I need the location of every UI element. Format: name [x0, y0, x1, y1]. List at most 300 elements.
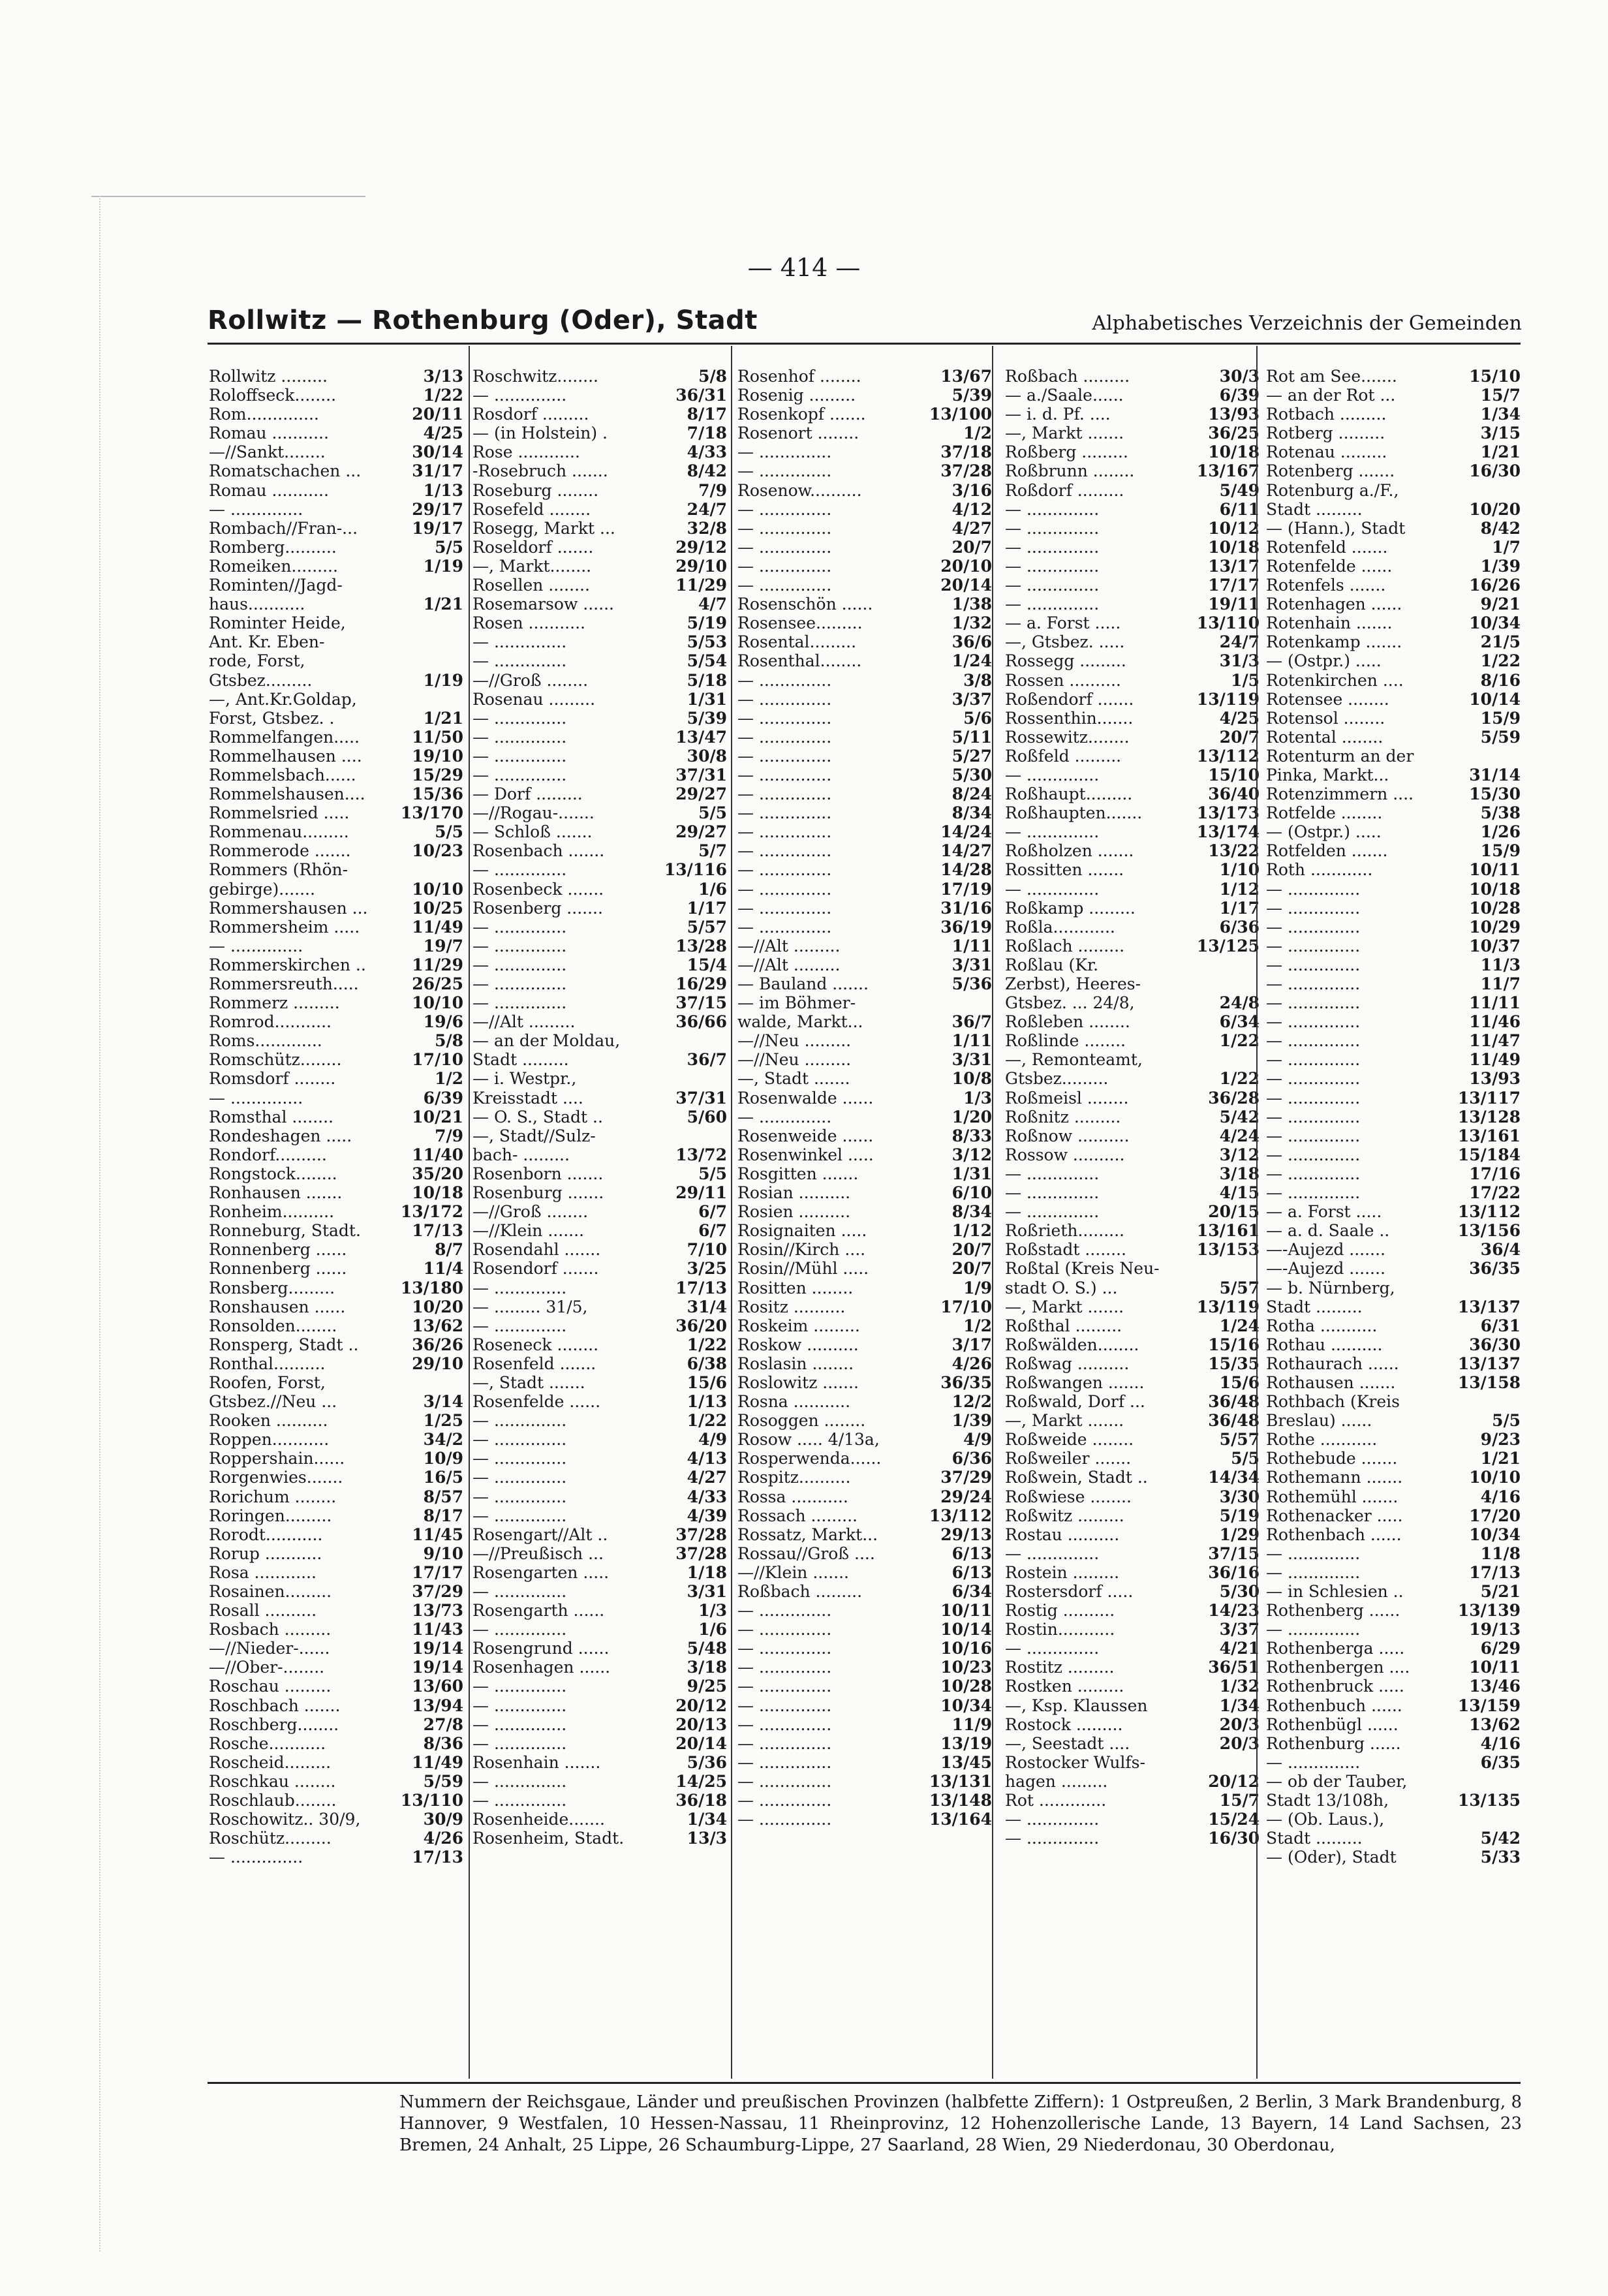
index-entry [1005, 1316, 1260, 1335]
index-entry [737, 690, 992, 709]
entry-code [1517, 1810, 1521, 1829]
entry-code: 1/21 [1480, 442, 1521, 462]
entry-code: 15/9 [1480, 708, 1521, 728]
index-entry [1005, 937, 1260, 955]
entry-name: Roßwälden........ [1005, 1335, 1139, 1354]
entry-code: 20/7 [1219, 727, 1260, 747]
index-entry [1005, 709, 1260, 728]
entry-code: 36/35 [1469, 1259, 1521, 1279]
entry-code: 1/11 [951, 936, 992, 955]
entry-name: Rossau//Groß .... [737, 1544, 875, 1563]
entry-code: 4/7 [698, 595, 727, 614]
index-entry [737, 500, 992, 519]
index-entry [737, 1696, 992, 1715]
entry-name: walde, Markt... [737, 1012, 863, 1032]
entry-name: Rossa ........... [737, 1487, 848, 1506]
index-entry [1005, 1620, 1260, 1639]
entry-name: Rommersheim ..... [209, 917, 360, 937]
index-entry [737, 538, 992, 557]
index-entry [737, 803, 992, 822]
entry-code: 5/11 [951, 727, 992, 747]
entry-code: 5/48 [687, 1639, 727, 1658]
entry-code: 15/36 [412, 784, 463, 804]
entry-name: — .............. [737, 670, 832, 690]
entry-name: — .............. [1005, 1544, 1100, 1563]
entry-name: Rostau .......... [1005, 1525, 1120, 1544]
index-entry [472, 1050, 727, 1069]
index-entry [209, 1259, 463, 1278]
entry-name: Rosignaiten ..... [737, 1221, 867, 1241]
entry-code: 1/2 [435, 1069, 463, 1089]
entry-name: Gtsbez......... [1005, 1069, 1109, 1089]
entry-name: — .............. [737, 898, 832, 918]
entry-code: 36/20 [675, 1316, 727, 1335]
entry-code: 15/29 [412, 765, 463, 784]
index-entry [737, 442, 992, 461]
entry-code: 36/19 [940, 917, 992, 937]
index-entry [1266, 1164, 1521, 1183]
entry-code: 1/22 [1219, 1031, 1260, 1051]
entry-name: Rosoggen ........ [737, 1411, 866, 1431]
entry-code: 6/11 [1219, 499, 1260, 519]
entry-name: Rosien .......... [737, 1202, 851, 1222]
entry-name: Roschowitz.. 30/9, [209, 1810, 361, 1829]
entry-name: Rosensee......... [737, 613, 863, 633]
index-entry [737, 1202, 992, 1221]
index-entry [737, 1297, 992, 1316]
entry-code: 13/73 [412, 1601, 463, 1621]
index-entry [1266, 1601, 1521, 1620]
index-entry [737, 1411, 992, 1430]
entry-name: Roßholzen ....... [1005, 841, 1134, 861]
index-entry [1266, 1373, 1521, 1392]
index-entry [1005, 613, 1260, 632]
entry-name: Rosenheim, Stadt. [472, 1829, 625, 1848]
index-entry [1266, 728, 1521, 747]
index-entry [209, 1791, 463, 1810]
entry-code [459, 860, 463, 879]
entry-name: — .............. [737, 689, 832, 709]
entry-name: Roßweide ........ [1005, 1430, 1134, 1450]
column-divider [731, 346, 732, 2079]
entry-name: Romschütz........ [209, 1050, 342, 1070]
entry-name: — .............. [737, 537, 832, 557]
entry-name: Roslowitz ....... [737, 1373, 859, 1392]
entry-code: 20/12 [675, 1696, 727, 1715]
index-entry [1266, 1734, 1521, 1753]
entry-name: Rostocker Wulfs- [1005, 1752, 1145, 1772]
entry-name: stadt O. S.) ... [1005, 1278, 1118, 1297]
index-entry [1266, 1829, 1521, 1848]
entry-code [459, 690, 463, 709]
index-entry [472, 1297, 727, 1316]
index-entry [1266, 1487, 1521, 1506]
index-entry [209, 1221, 463, 1240]
entry-code: 15/4 [687, 955, 727, 974]
entry-name: — .............. [737, 556, 832, 576]
entry-name: Rosainen......... [209, 1582, 332, 1601]
entry-name: Rostitz ......... [1005, 1658, 1115, 1677]
entry-name: Rommerskirchen .. [209, 955, 366, 974]
entry-code: 13/173 [1196, 803, 1260, 823]
entry-code: 4/12 [951, 499, 992, 519]
index-entry [209, 1012, 463, 1031]
entry-code: 1/34 [1219, 1696, 1260, 1715]
index-entry [472, 481, 727, 500]
entry-code: 11/4 [423, 1259, 463, 1279]
entry-name: Rosche........... [209, 1733, 326, 1753]
entry-name: — in Schlesien .. [1266, 1582, 1404, 1601]
entry-code: 36/40 [1208, 784, 1260, 804]
entry-code: 34/2 [423, 1430, 463, 1450]
entry-code: 1/18 [687, 1562, 727, 1582]
index-entry [1266, 690, 1521, 709]
entry-name: Rostock ......... [1005, 1714, 1123, 1734]
index-entry [737, 784, 992, 803]
entry-code: 15/7 [1480, 386, 1521, 405]
entry-name: Rom.............. [209, 405, 319, 424]
entry-code: 17/20 [1469, 1506, 1521, 1525]
entry-name: —//Alt ......... [472, 1012, 576, 1032]
entry-name: Romsdorf ........ [209, 1069, 336, 1089]
index-entry [737, 709, 992, 728]
entry-name: —//Sankt........ [209, 442, 326, 462]
index-entry [1005, 993, 1260, 1012]
entry-name: — .............. [737, 917, 832, 937]
entry-name: — .............. [1005, 1183, 1100, 1203]
footnote: Nummern der Reichsgaue, Länder und preußischen Provinzen (halbfette Ziffern): 1 Ostpreußen, 2 Berlin, 3 Mark Brandenburg, 8 Hannover, 9 Westfalen, 10 Hessen-Nassau, 11 Rheinprovinz, 12 Hohenzollerische Lande, 13 Bayern, 14 Land Sachsen, 23 Bremen, 24 Anhalt, 25 Lippe, 26 Schaumburg-Lippe, 27 Saarland, 28 Wien, 29 Niederdonau, 30 Oberdonau, [399, 2092, 1522, 2155]
entry-code: 6/39 [1219, 386, 1260, 405]
entry-code: 5/57 [1219, 1278, 1260, 1297]
index-entry [1005, 784, 1260, 803]
entry-name: Rothenbergen .... [1266, 1658, 1410, 1677]
entry-code: 13/167 [1196, 461, 1260, 481]
entry-name: Roskeim ......... [737, 1316, 860, 1335]
index-entry [737, 1468, 992, 1487]
entry-name: Rositten ........ [737, 1278, 854, 1297]
index-entry [1005, 955, 1260, 974]
entry-name: Romsthal ........ [209, 1107, 333, 1126]
index-entry [1005, 1050, 1260, 1069]
index-entry [1266, 803, 1521, 822]
index-entry [209, 651, 463, 670]
index-entry [472, 1449, 727, 1468]
entry-name: Roßwangen ....... [1005, 1373, 1145, 1392]
entry-code: 19/11 [1208, 595, 1260, 614]
entry-name: — .............. [1005, 576, 1100, 595]
entry-code: 11/7 [1480, 974, 1521, 993]
entry-code: 8/42 [687, 461, 727, 481]
entry-code: 36/26 [412, 1335, 463, 1354]
entry-code: 13/125 [1196, 936, 1260, 955]
entry-name: — O. S., Stadt .. [472, 1107, 603, 1126]
entry-name: Rotha ........... [1266, 1316, 1378, 1335]
index-entry [1266, 576, 1521, 595]
entry-code: 13/131 [929, 1771, 992, 1791]
entry-name: Ronsperg, Stadt .. [209, 1335, 359, 1354]
index-entry [209, 500, 463, 519]
entry-name: Rorichum ........ [209, 1487, 337, 1506]
entry-name: Rotenhagen ...... [1266, 595, 1402, 614]
index-entry [1005, 1791, 1260, 1810]
entry-name: — .............. [1005, 1639, 1100, 1658]
entry-name: — an der Moldau, [472, 1031, 621, 1051]
entry-name: Rossow .......... [1005, 1145, 1125, 1164]
entry-code [1517, 747, 1521, 766]
entry-name: —, Markt ....... [1005, 1297, 1124, 1316]
entry-code: 20/3 [1219, 1714, 1260, 1734]
index-entry [472, 557, 727, 576]
index-entry [737, 1487, 992, 1506]
entry-code: 1/38 [951, 595, 992, 614]
index-entry [737, 632, 992, 651]
index-entry [737, 1316, 992, 1335]
index-entry [472, 918, 727, 937]
entry-code: 13/3 [687, 1829, 727, 1848]
entry-code: 1/21 [423, 708, 463, 728]
entry-name: Rothbach (Kreis [1266, 1392, 1400, 1412]
entry-name: —//Preußisch ... [472, 1544, 604, 1563]
entry-code: 13/67 [940, 367, 992, 386]
entry-code: 4/33 [687, 1487, 727, 1506]
entry-name: Roßfeld ......... [1005, 746, 1122, 766]
entry-code: 3/14 [423, 1392, 463, 1412]
index-entry [209, 766, 463, 784]
entry-code: 13/156 [1457, 1221, 1521, 1241]
index-entry [209, 690, 463, 709]
entry-code: 11/40 [412, 1145, 463, 1164]
entry-name: — (Hann.), Stadt [1266, 518, 1406, 538]
index-entry [472, 1620, 727, 1639]
entry-name: — .............. [1266, 1031, 1361, 1051]
entry-name: Gtsbez. ... 24/8, [1005, 993, 1135, 1013]
index-entry [1005, 1658, 1260, 1677]
entry-code: 4/25 [1219, 708, 1260, 728]
entry-code: 36/16 [1208, 1562, 1260, 1582]
index-entry [472, 1012, 727, 1031]
entry-code: 11/8 [1480, 1544, 1521, 1563]
entry-code: 26/25 [412, 974, 463, 993]
entry-code: 5/36 [687, 1752, 727, 1772]
entry-code: 5/59 [1480, 727, 1521, 747]
index-entry [1266, 367, 1521, 386]
entry-code: 5/7 [698, 841, 727, 861]
index-entry [209, 880, 463, 899]
entry-name: — .............. [1005, 1829, 1100, 1848]
index-entry [737, 860, 992, 879]
entry-name: Forst, Gtsbez. . [209, 708, 335, 728]
entry-code: 11/3 [1480, 955, 1521, 974]
entry-name: -Rosebruch ....... [472, 461, 608, 481]
entry-name: Rotenhain ....... [1266, 613, 1393, 633]
entry-name: Rosenhof ........ [737, 367, 861, 386]
entry-name: Rommerode ....... [209, 841, 351, 861]
entry-code: 3/37 [1219, 1620, 1260, 1639]
entry-code: 30/14 [412, 442, 463, 462]
index-entry [737, 1012, 992, 1031]
entry-name: — .............. [1266, 898, 1361, 918]
entry-name: Rommersreuth..... [209, 974, 359, 993]
index-entry [472, 1810, 727, 1829]
index-entry [472, 367, 727, 386]
index-entry [472, 442, 727, 461]
entry-code: 7/10 [687, 1240, 727, 1260]
index-entry [472, 709, 727, 728]
entry-code: 5/8 [435, 1031, 463, 1051]
entry-code: 1/6 [698, 879, 727, 899]
entry-name: Roloffseck........ [209, 386, 337, 405]
entry-code: 1/20 [951, 1107, 992, 1126]
entry-code: 13/158 [1457, 1373, 1521, 1392]
entry-name: Roßwiese ........ [1005, 1487, 1132, 1506]
entry-name: Rosall .......... [209, 1601, 317, 1621]
index-entry [1266, 993, 1521, 1012]
entry-name: — .............. [737, 784, 832, 804]
entry-code [459, 651, 463, 670]
entry-name: Rothaurach ...... [1266, 1354, 1399, 1373]
index-entry [737, 1392, 992, 1411]
entry-code: 4/9 [698, 1430, 727, 1450]
entry-code: 37/28 [940, 461, 992, 481]
entry-code: 10/8 [951, 1069, 992, 1089]
entry-code [1517, 1772, 1521, 1791]
entry-name: Ronneburg, Stadt. [209, 1221, 361, 1241]
entry-code: 10/20 [412, 1297, 463, 1316]
index-entry [472, 1373, 727, 1392]
index-entry [737, 1734, 992, 1753]
entry-name: Rostken ......... [1005, 1677, 1124, 1696]
entry-name: — .............. [737, 1620, 832, 1639]
index-entry [472, 1316, 727, 1335]
entry-name: Rotenfelde ...... [1266, 556, 1393, 576]
entry-code: 12/2 [951, 1392, 992, 1412]
index-entry [737, 1126, 992, 1145]
entry-code: 8/36 [423, 1733, 463, 1753]
index-entry [1005, 1734, 1260, 1753]
entry-code: 4/27 [687, 1468, 727, 1487]
index-entry [1005, 1715, 1260, 1734]
index-entry [1266, 766, 1521, 784]
entry-name: Rothenbuch ...... [1266, 1696, 1402, 1715]
entry-code: 8/57 [423, 1487, 463, 1506]
index-entry [1005, 367, 1260, 386]
entry-name: Rooken .......... [209, 1411, 328, 1431]
index-entry [472, 613, 727, 632]
entry-name: — .............. [472, 1733, 567, 1753]
index-entry [1005, 1202, 1260, 1221]
entry-code: 37/29 [940, 1468, 992, 1487]
entry-code: 1/19 [423, 670, 463, 690]
entry-code: 8/34 [951, 1202, 992, 1222]
index-entry [209, 937, 463, 955]
entry-code: 5/30 [1219, 1582, 1260, 1601]
index-entry [1266, 1089, 1521, 1108]
entry-code: 13/161 [1457, 1126, 1521, 1145]
entry-name: Rommers (Rhön- [209, 860, 348, 880]
index-entry [209, 481, 463, 500]
index-entry [209, 1108, 463, 1126]
index-entry [209, 1639, 463, 1658]
index-entry [1005, 1259, 1260, 1278]
index-entry [1005, 1108, 1260, 1126]
entry-code: 7/9 [698, 480, 727, 500]
entry-name: Roßhaupt......... [1005, 784, 1133, 804]
index-entry [472, 1335, 727, 1354]
index-entry [472, 1563, 727, 1582]
entry-name: Roßnow .......... [1005, 1126, 1130, 1145]
index-entry [1266, 1202, 1521, 1221]
entry-name: Rosengart//Alt .. [472, 1525, 608, 1544]
entry-name: — .............. [472, 1506, 567, 1525]
entry-name: —//Groß ........ [472, 1202, 589, 1222]
entry-name: — .............. [472, 1278, 567, 1297]
index-entry [1266, 709, 1521, 728]
entry-name: Rosen ........... [472, 613, 585, 633]
entry-name: Rossatz, Markt... [737, 1525, 878, 1544]
index-entry [737, 880, 992, 899]
entry-code: 13/128 [1457, 1107, 1521, 1126]
index-entry [737, 747, 992, 766]
entry-code: 11/50 [412, 727, 463, 747]
index-entry [1005, 1240, 1260, 1259]
entry-code: 10/34 [1469, 1525, 1521, 1544]
index-entry [1266, 613, 1521, 632]
entry-code: 35/20 [412, 1164, 463, 1183]
entry-name: Stadt ......... [1266, 1297, 1363, 1316]
index-entry [737, 728, 992, 747]
entry-name: — .............. [1266, 1562, 1361, 1582]
entry-code: 20/10 [940, 556, 992, 576]
entry-code: 10/23 [940, 1658, 992, 1677]
entry-code: 16/29 [675, 974, 727, 993]
entry-code: 5/8 [698, 367, 727, 386]
entry-name: rode, Forst, [209, 651, 305, 671]
entry-name: —//Neu ......... [737, 1050, 852, 1070]
index-entry [472, 937, 727, 955]
index-entry [209, 367, 463, 386]
entry-name: — .............. [737, 1733, 832, 1753]
index-entry [1266, 1108, 1521, 1126]
index-entry [472, 1221, 727, 1240]
index-entry [1266, 1810, 1521, 1829]
entry-name: Rotensol ........ [1266, 708, 1385, 728]
index-entry [1005, 974, 1260, 993]
index-entry [737, 1639, 992, 1658]
entry-name: — .............. [1266, 1145, 1361, 1164]
entry-name: Rosin//Kirch .... [737, 1240, 866, 1260]
entry-code: 4/27 [951, 518, 992, 538]
entry-code: 5/36 [951, 974, 992, 993]
index-entry [1005, 595, 1260, 613]
index-entry [209, 1373, 463, 1392]
entry-code: 5/38 [1480, 803, 1521, 823]
entry-code: 21/5 [1480, 632, 1521, 652]
entry-code: 13/110 [1196, 613, 1260, 633]
entry-name: — .............. [1005, 595, 1100, 614]
entry-name: — .............. [1266, 1544, 1361, 1563]
entry-name: — .............. [472, 1449, 567, 1468]
entry-name: — .............. [209, 499, 303, 519]
index-entry [737, 993, 992, 1012]
index-entry [209, 557, 463, 576]
index-entry [209, 613, 463, 632]
entry-code: 8/17 [687, 405, 727, 424]
index-entry [1005, 1012, 1260, 1031]
entry-code: 10/34 [1469, 613, 1521, 633]
entry-code: 13/174 [1196, 822, 1260, 842]
entry-code: 14/27 [940, 841, 992, 861]
entry-name: —//Alt ......... [737, 955, 841, 974]
